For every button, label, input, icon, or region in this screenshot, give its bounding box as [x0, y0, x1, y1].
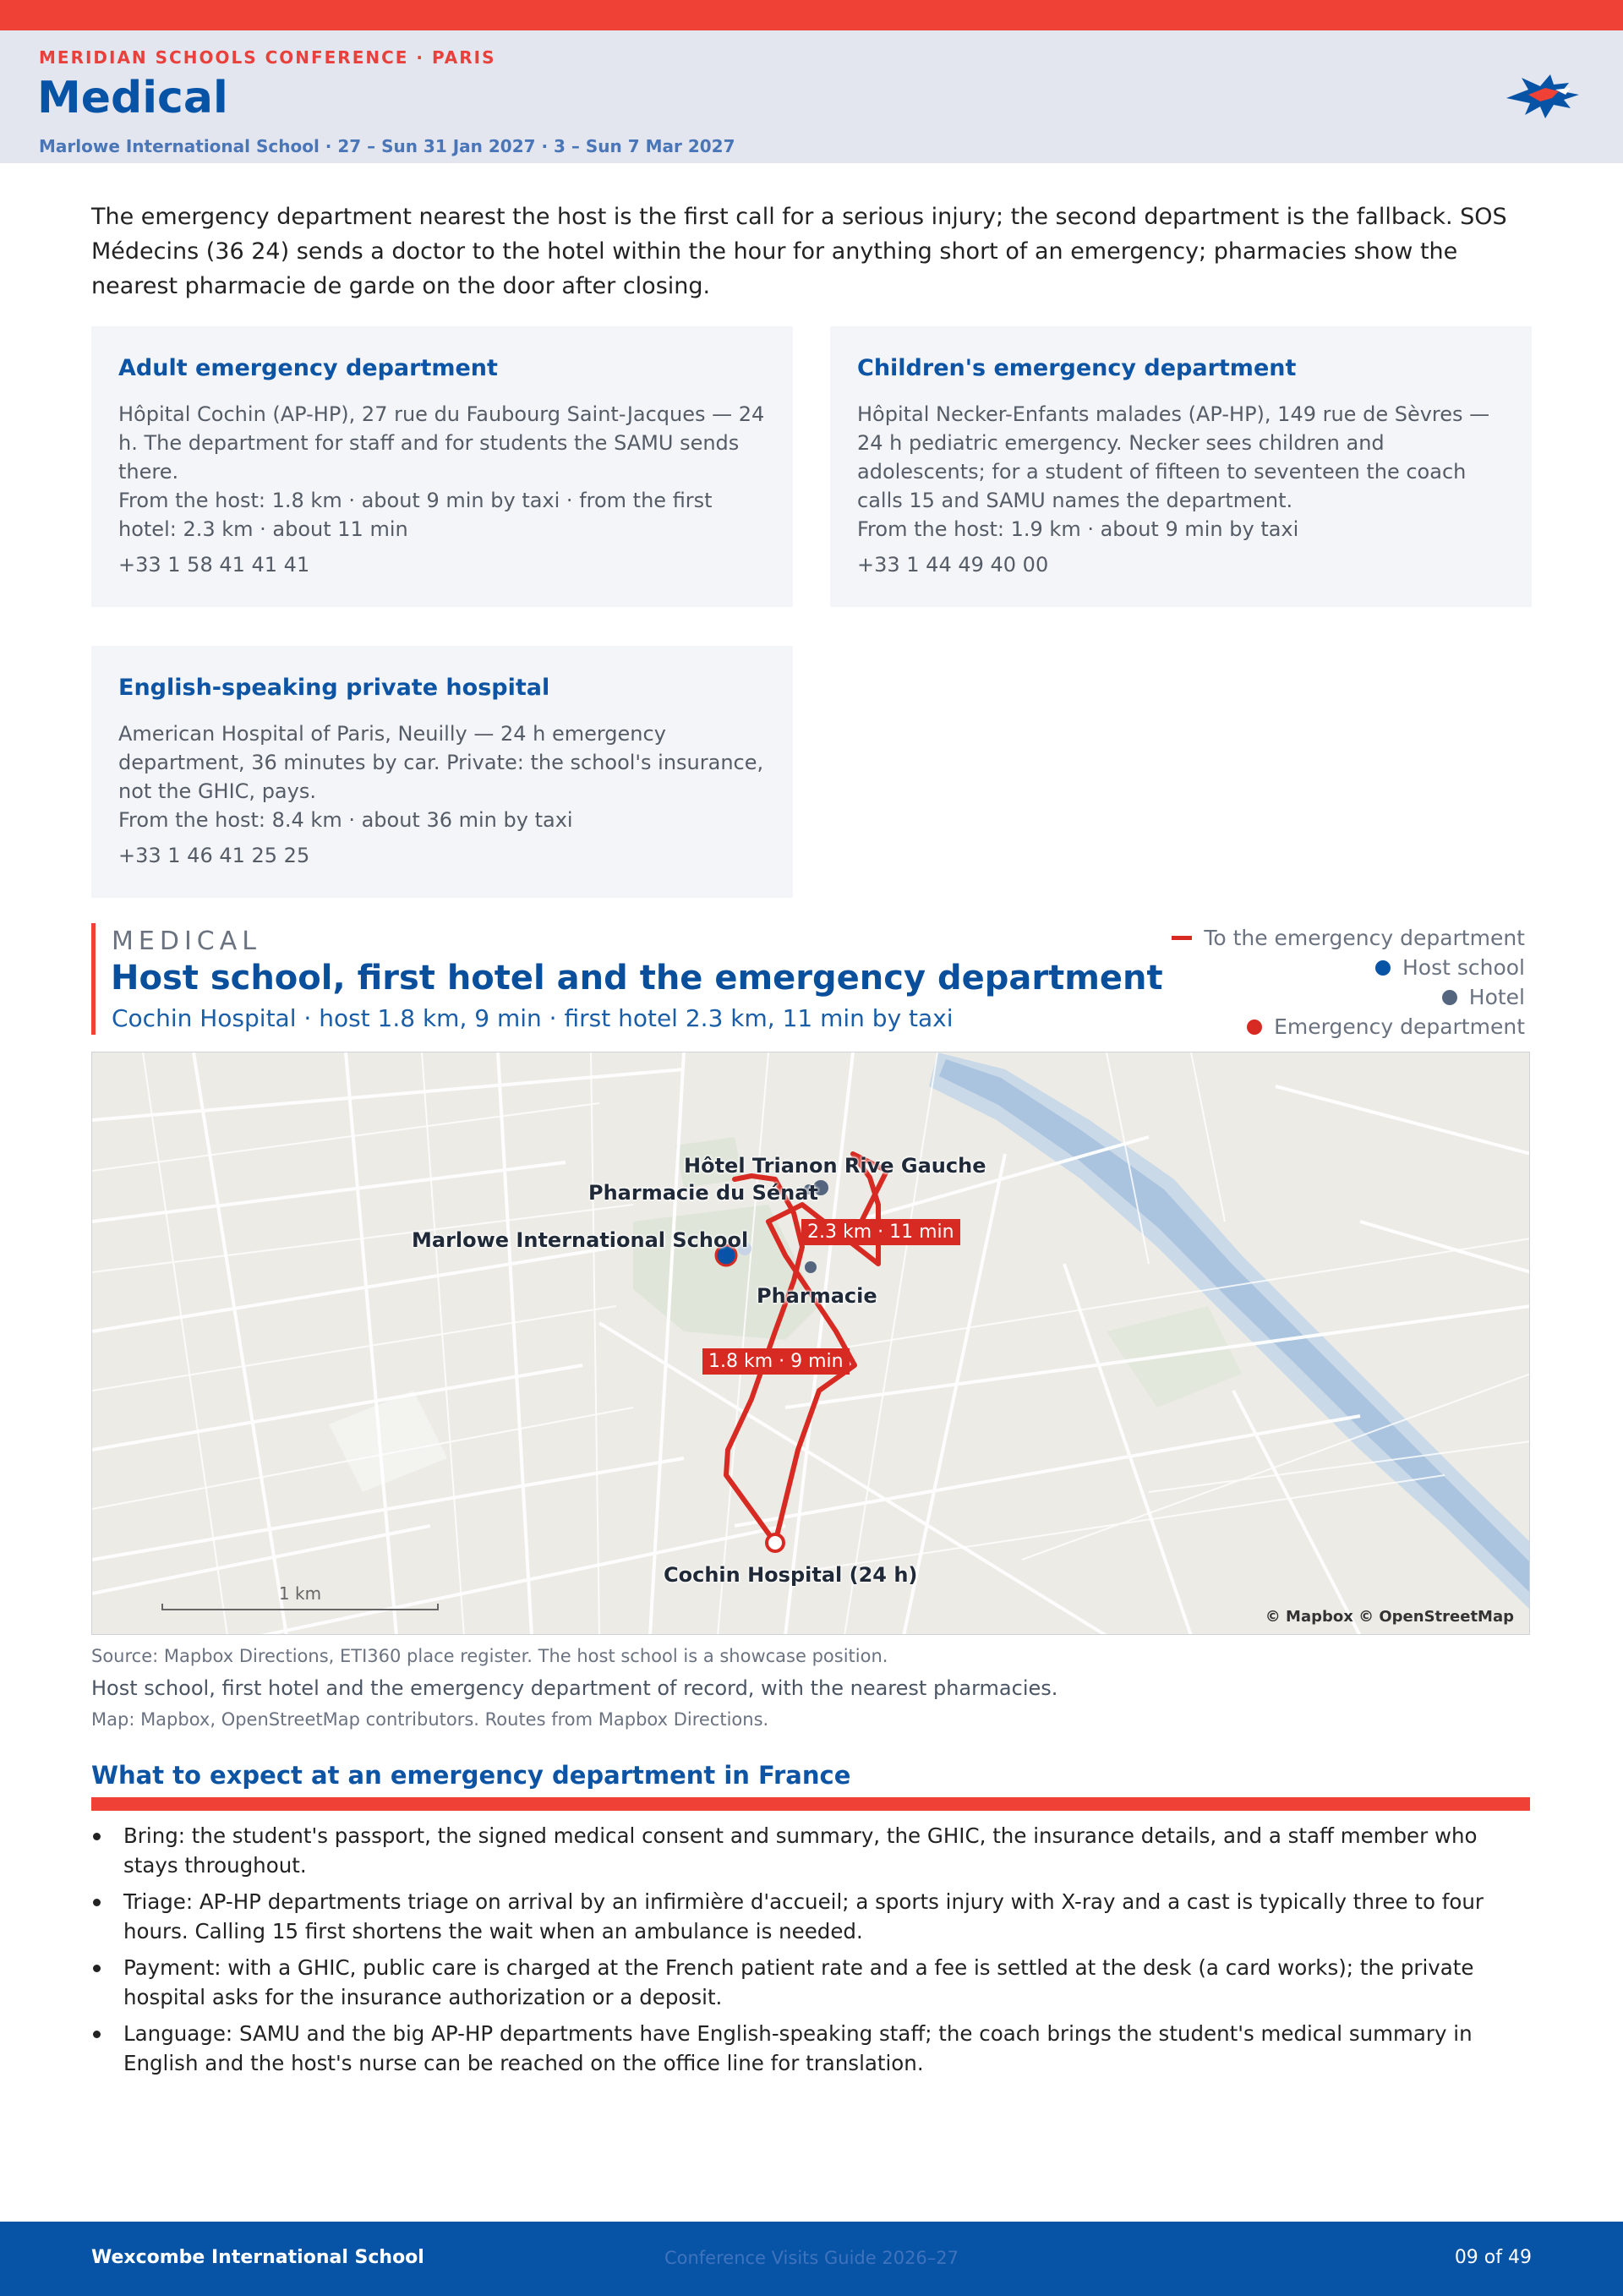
list-item [91, 1887, 1530, 1946]
list-item-text: Payment: with a GHIC, public care is charged at the French patient rate and a fee is settled at the desk (a card works); the private hospital asks for the insurance authorization or a deposit. [123, 1955, 1474, 2009]
page-footer [0, 2222, 1623, 2296]
footer-guide-title: Conference Visits Guide 2026–27 [664, 2248, 959, 2268]
legend-label: Host school [1402, 955, 1525, 980]
bullet-dot [93, 1833, 101, 1840]
flying-fox-logo-icon [1503, 69, 1581, 123]
map-label-hospital: Cochin Hospital (24 h) [664, 1563, 918, 1587]
map-caption: Host school, first hotel and the emergency department of record, with the nearest pharmacies. [91, 1676, 1058, 1700]
map-source-note: Source: Mapbox Directions, ETI360 place register. The host school is a showcase position. [91, 1646, 888, 1666]
list-item [91, 1953, 1530, 2012]
route-label-hotel: 2.3 km · 11 min [801, 1219, 960, 1245]
card-description: American Hospital of Paris, Neuilly — 24 h emergency department, 36 minutes by car. Private: the school's insurance, not the GHIC, pays. [118, 722, 764, 803]
card-distance: From the host: 8.4 km · about 36 min by taxi [118, 808, 573, 832]
legend-item-host-school [1172, 953, 1525, 982]
scale-label: 1 km [278, 1583, 322, 1604]
map-credit: Map: Mapbox, OpenStreetMap contributors. Routes from Mapbox Directions. [91, 1709, 769, 1730]
expect-list [91, 1821, 1530, 2085]
legend-label: Hotel [1468, 985, 1525, 1009]
card-phone: +33 1 46 41 25 25 [118, 844, 310, 867]
page-title: Medical [37, 73, 228, 123]
route-label-host: 1.8 km · 9 min [702, 1348, 850, 1375]
map-scale-bar [161, 1583, 439, 1614]
adult-emergency-card [91, 326, 793, 607]
bullet-dot [93, 1965, 101, 1972]
intro-paragraph: The emergency department nearest the host is the first call for a serious injury; the second department is the fallback. SOS Médecins (36 24) sends a doctor to the hotel within the hour for anything short of an emergency; pharmacies show the nearest pharmacie de garde on the door after closing. [91, 204, 1507, 299]
map-label-hotel: Hôtel Trianon Rive Gauche [684, 1154, 986, 1178]
card-description: Hôpital Cochin (AP-HP), 27 rue du Faubourg Saint-Jacques — 24 h. The department for staff and for students the SAMU sends there. [118, 402, 765, 484]
host-school-dot-swatch [1375, 960, 1391, 976]
card-phone: +33 1 44 49 40 00 [857, 553, 1049, 577]
list-item [91, 1821, 1530, 1880]
emergency-dot-swatch [1247, 1020, 1262, 1035]
footer-page-number: 09 of 49 [1454, 2247, 1532, 2268]
card-distance: From the host: 1.8 km · about 9 min by taxi · from the first hotel: 2.3 km · about 11 min [118, 489, 713, 541]
list-item-text: Triage: AP-HP departments triage on arrival by an infirmière d'accueil; a sports injury with X-ray and a cast is typically three to four hours. Calling 15 first shortens the wait when an ambulance is needed. [123, 1889, 1484, 1943]
page-subtitle: Marlowe International School · 27 – Sun 31 Jan 2027 · 3 – Sun 7 Mar 2027 [39, 136, 735, 156]
legend-item-hotel [1172, 982, 1525, 1012]
map-label-pharmacie: Pharmacie [757, 1284, 877, 1308]
map-view[interactable] [91, 1052, 1530, 1635]
map-attribution[interactable]: © Mapbox © OpenStreetMap [1265, 1608, 1514, 1626]
footer-school: Wexcombe International School [91, 2247, 424, 2268]
map-label-pharmacie-senat: Pharmacie du Sénat [588, 1181, 818, 1205]
conference-eyebrow: MERIDIAN SCHOOLS CONFERENCE · PARIS [39, 47, 496, 68]
card-title: English-speaking private hospital [118, 675, 550, 701]
card-distance: From the host: 1.9 km · about 9 min by taxi [857, 517, 1299, 541]
card-phone: +33 1 58 41 41 41 [118, 553, 310, 577]
legend-item-emergency [1172, 1012, 1525, 1041]
list-item-text: Bring: the student's passport, the signed medical consent and summary, the GHIC, the insurance details, and a staff member who stays throughout. [123, 1823, 1478, 1878]
expect-accent-rule [91, 1797, 1530, 1811]
private-hospital-card [91, 646, 793, 898]
legend-item-route [1172, 923, 1525, 953]
route-line-swatch [1172, 936, 1192, 940]
card-description: Hôpital Necker-Enfants malades (AP-HP), 149 rue de Sèvres — 24 h pediatric emergency. Necker sees children and adolescents; for a student of fifteen to seventeen the coach calls 15 and SAMU names the department. [857, 402, 1490, 512]
legend-label: To the emergency department [1204, 926, 1525, 950]
header-accent-bar [0, 0, 1623, 30]
bullet-dot [93, 2031, 101, 2038]
map-section-title: Host school, first hotel and the emergency department [111, 959, 1163, 998]
map-label-host-school: Marlowe International School [412, 1228, 749, 1252]
section-accent-rule [91, 923, 96, 1035]
section-kicker: MEDICAL [112, 927, 261, 956]
map-base [92, 1052, 1530, 1635]
legend-label: Emergency department [1274, 1014, 1525, 1039]
hotel-dot-swatch [1442, 990, 1457, 1005]
list-item [91, 2019, 1530, 2078]
children-emergency-card [830, 326, 1532, 607]
map-section-subtitle: Cochin Hospital · host 1.8 km, 9 min · first hotel 2.3 km, 11 min by taxi [112, 1004, 954, 1032]
card-title: Adult emergency department [118, 355, 498, 381]
map-legend [1172, 923, 1525, 1041]
card-title: Children's emergency department [857, 355, 1297, 381]
list-item-text: Language: SAMU and the big AP-HP departments have English-speaking staff; the coach brings the student's medical summary in English and the host's nurse can be reached on the office line for translation. [123, 2021, 1473, 2075]
scale-bar-line [161, 1604, 439, 1610]
expect-section-title: What to expect at an emergency department in France [91, 1761, 851, 1790]
bullet-dot [93, 1899, 101, 1906]
